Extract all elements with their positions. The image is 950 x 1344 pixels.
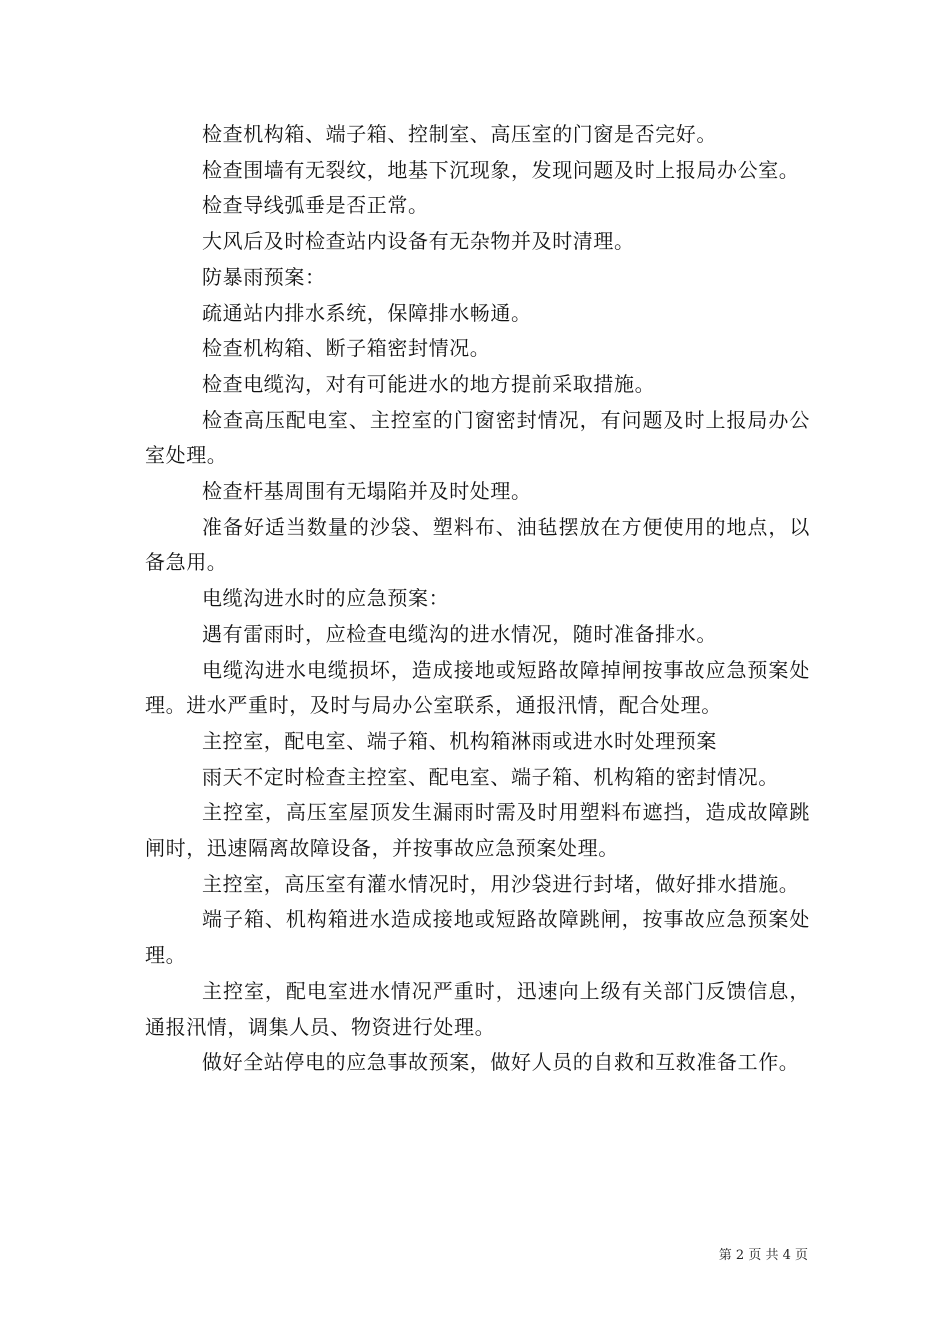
section-heading: 电缆沟进水时的应急预案： <box>202 586 450 611</box>
paragraph: 做好全站停电的应急事故预案，做好人员的自救和互救准备工作。 <box>202 1050 800 1075</box>
paragraph: 检查高压配电室、主控室的门窗密封情况，有问题及时上报局办公室处理。 <box>145 407 810 468</box>
document-body <box>145 117 810 1081</box>
section-heading: 主控室，配电室、端子箱、机构箱淋雨或进水时处理预案 <box>202 728 717 753</box>
paragraph: 端子箱、机构箱进水造成接地或短路故障跳闸，按事故应急预案处理。 <box>145 907 810 968</box>
paragraph: 主控室，配电室进水情况严重时，迅速向上级有关部门反馈信息，通报汛情，调集人员、物资进行处理。 <box>145 978 810 1039</box>
paragraph: 电缆沟进水电缆损坏，造成接地或短路故障掉闸按事故应急预案处理。进水严重时，及时与局办公室联系，通报汛情，配合处理。 <box>145 657 810 718</box>
paragraph: 疏通站内排水系统，保障排水畅通。 <box>202 300 532 325</box>
paragraph: 检查围墙有无裂纹，地基下沉现象，发现问题及时上报局办公室。 <box>202 157 800 182</box>
page-number: 第 2 页 共 4 页 <box>718 1248 808 1263</box>
paragraph: 检查机构箱、端子箱、控制室、高压室的门窗是否完好。 <box>202 122 717 146</box>
paragraph: 准备好适当数量的沙袋、塑料布、油毡摆放在方便使用的地点，以备急用。 <box>145 514 810 575</box>
paragraph: 检查电缆沟，对有可能进水的地方提前采取措施。 <box>202 371 656 396</box>
paragraph: 大风后及时检查站内设备有无杂物并及时清理。 <box>202 229 635 254</box>
paragraph: 雨天不定时检查主控室、配电室、端子箱、机构箱的密封情况。 <box>202 764 779 789</box>
paragraph: 遇有雷雨时，应检查电缆沟的进水情况，随时准备排水。 <box>202 621 717 646</box>
paragraph: 检查导线弧垂是否正常。 <box>202 193 429 218</box>
paragraph: 检查机构箱、断子箱密封情况。 <box>202 336 491 361</box>
section-heading: 防暴雨预案： <box>202 264 326 289</box>
paragraph: 检查杆基周围有无塌陷并及时处理。 <box>202 479 532 504</box>
paragraph: 主控室，高压室有灌水情况时，用沙袋进行封堵，做好排水措施。 <box>202 871 800 896</box>
paragraph: 主控室，高压室屋顶发生漏雨时需及时用塑料布遮挡，造成故障跳闸时，迅速隔离故障设备，并按事故应急预案处理。 <box>145 800 810 861</box>
